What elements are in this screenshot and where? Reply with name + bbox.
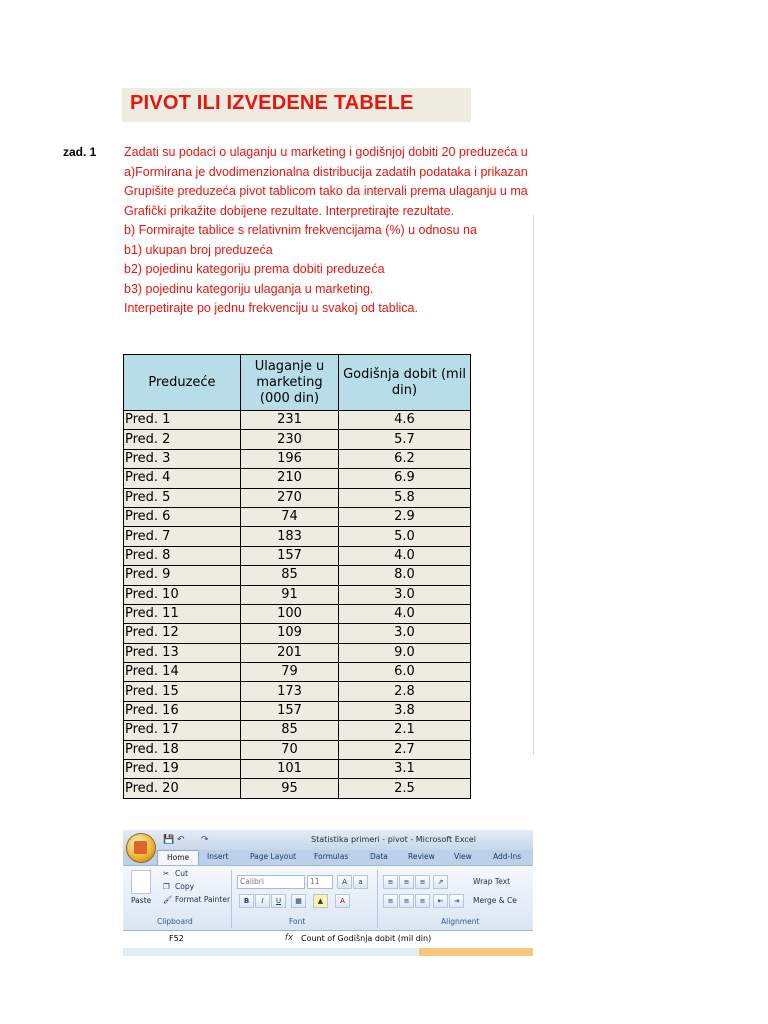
redo-icon[interactable]: ↷ <box>201 835 209 845</box>
table-body <box>124 411 471 799</box>
save-icon[interactable]: 💾 <box>163 835 175 845</box>
cell-profit: 5.0 <box>339 527 471 546</box>
task-line: b) Formirajte tablice s relativnim frekvencijama (%) u odnosu na <box>124 223 477 237</box>
table-row <box>124 643 471 662</box>
tab-add-ins[interactable]: Add-Ins <box>493 852 522 861</box>
column-header-company: Preduzeće <box>124 355 241 411</box>
table-row <box>124 740 471 759</box>
ribbon <box>123 865 533 930</box>
cell-company: Pred. 9 <box>124 566 241 585</box>
cut-icon: ✂ <box>163 869 170 878</box>
table-row <box>124 411 471 430</box>
copy-button[interactable]: Copy <box>175 882 195 891</box>
excel-screenshot <box>123 830 533 956</box>
table-row <box>124 604 471 623</box>
cell-profit: 3.0 <box>339 624 471 643</box>
cell-company: Pred. 1 <box>124 411 241 430</box>
cell-profit: 3.8 <box>339 701 471 720</box>
cell-company: Pred. 4 <box>124 469 241 488</box>
cell-marketing: 230 <box>241 430 339 449</box>
cell-profit: 6.2 <box>339 449 471 468</box>
cell-profit: 4.0 <box>339 604 471 623</box>
table-row <box>124 449 471 468</box>
cell-company: Pred. 13 <box>124 643 241 662</box>
font-size-value: 11 <box>310 877 320 886</box>
cell-company: Pred. 16 <box>124 701 241 720</box>
alignment-group-label: Alignment <box>441 917 480 926</box>
cell-company: Pred. 6 <box>124 507 241 526</box>
cell-marketing: 85 <box>241 721 339 740</box>
table-row <box>124 701 471 720</box>
table-row <box>124 721 471 740</box>
task-label: zad. 1 <box>63 145 97 159</box>
excel-title-bar <box>123 830 533 850</box>
table-row <box>124 585 471 604</box>
italic-icon[interactable]: I <box>255 894 270 908</box>
cell-marketing: 201 <box>241 643 339 662</box>
cell-marketing: 95 <box>241 779 339 798</box>
cut-button[interactable]: Cut <box>175 869 188 878</box>
cell-marketing: 74 <box>241 507 339 526</box>
align-top-icon[interactable]: ≡ <box>383 875 398 889</box>
cell-company: Pred. 3 <box>124 449 241 468</box>
cell-marketing: 101 <box>241 760 339 779</box>
paste-button[interactable]: Paste <box>131 896 152 905</box>
cell-company: Pred. 15 <box>124 682 241 701</box>
font-group-label: Font <box>289 917 306 926</box>
cell-company: Pred. 2 <box>124 430 241 449</box>
cell-profit: 4.0 <box>339 546 471 565</box>
task-line: Grupišite preduzeća pivot tablicom tako da intervali prema ulaganju u ma <box>124 184 528 198</box>
column-headers <box>123 948 533 956</box>
font-color-icon[interactable]: A <box>335 894 350 908</box>
cell-marketing: 183 <box>241 527 339 546</box>
table-row <box>124 507 471 526</box>
cell-marketing: 70 <box>241 740 339 759</box>
cell-company: Pred. 14 <box>124 663 241 682</box>
cell-marketing: 173 <box>241 682 339 701</box>
cell-company: Pred. 7 <box>124 527 241 546</box>
align-bottom-icon[interactable]: ≡ <box>415 875 430 889</box>
align-middle-icon[interactable]: ≡ <box>399 875 414 889</box>
underline-icon[interactable]: U <box>271 894 286 908</box>
table-row <box>124 663 471 682</box>
cell-company: Pred. 11 <box>124 604 241 623</box>
divider <box>533 215 534 755</box>
cell-profit: 2.1 <box>339 721 471 740</box>
cell-profit: 2.8 <box>339 682 471 701</box>
tab-review[interactable]: Review <box>408 852 435 861</box>
tab-home[interactable]: Home <box>157 850 199 866</box>
formula-input[interactable]: Count of Godišnja dobit (mil din) <box>301 934 432 943</box>
paste-icon[interactable] <box>131 870 151 894</box>
formula-bar <box>123 930 533 949</box>
tab-view[interactable]: View <box>454 852 472 861</box>
cell-company: Pred. 8 <box>124 546 241 565</box>
cell-company: Pred. 12 <box>124 624 241 643</box>
data-table <box>123 354 471 799</box>
cell-profit: 2.9 <box>339 507 471 526</box>
task-line: Grafički prikažite dobijene rezultate. Interpretirajte rezultate. <box>124 203 455 218</box>
cell-company: Pred. 19 <box>124 760 241 779</box>
font-name-select[interactable] <box>237 875 305 889</box>
fx-icon[interactable]: fx <box>285 933 294 943</box>
cell-marketing: 79 <box>241 663 339 682</box>
table-row <box>124 779 471 798</box>
task-line: a)Formirana je dvodimenzionalna distribucija zadatih podataka i prikazan <box>124 164 528 179</box>
font-name-value: Calibri <box>240 877 264 886</box>
wrap-text-button[interactable]: Wrap Text <box>473 877 511 886</box>
tab-insert[interactable]: Insert <box>207 852 229 861</box>
align-center-icon[interactable]: ≡ <box>399 894 414 908</box>
copy-icon: ❐ <box>163 882 170 891</box>
table-row <box>124 624 471 643</box>
cell-profit: 2.5 <box>339 779 471 798</box>
column-header-profit: Godišnja dobit (mil din) <box>339 355 471 411</box>
excel-window-title: Statistika primeri - pivot - Microsoft Excel <box>311 835 476 844</box>
table-row <box>124 546 471 565</box>
cell-marketing: 100 <box>241 604 339 623</box>
page-title: PIVOT ILI IZVEDENE TABELE <box>130 92 414 114</box>
cell-profit: 5.8 <box>339 488 471 507</box>
bold-icon[interactable]: B <box>239 894 254 908</box>
font-size-select[interactable] <box>307 875 333 889</box>
task-line: Interpetirajte po jednu frekvenciju u svakoj od tablica. <box>124 301 418 315</box>
align-left-icon[interactable]: ≡ <box>383 894 398 908</box>
cell-company: Pred. 10 <box>124 585 241 604</box>
name-box[interactable]: F52 <box>169 934 184 943</box>
cell-marketing: 85 <box>241 566 339 585</box>
decrease-indent-icon[interactable]: ⇤ <box>433 894 448 908</box>
selected-column-header <box>419 948 533 956</box>
cell-company: Pred. 17 <box>124 721 241 740</box>
undo-icon[interactable]: ↶ <box>177 835 185 845</box>
cell-profit: 3.1 <box>339 760 471 779</box>
cell-profit: 9.0 <box>339 643 471 662</box>
cell-company: Pred. 20 <box>124 779 241 798</box>
cell-marketing: 231 <box>241 411 339 430</box>
table-row <box>124 488 471 507</box>
table-row <box>124 682 471 701</box>
borders-icon[interactable]: ▦ <box>291 894 306 908</box>
table-row <box>124 527 471 546</box>
cell-marketing: 157 <box>241 546 339 565</box>
cell-profit: 6.9 <box>339 469 471 488</box>
align-right-icon[interactable]: ≡ <box>415 894 430 908</box>
table-row <box>124 760 471 779</box>
cell-profit: 3.0 <box>339 585 471 604</box>
grow-font-icon[interactable]: A <box>337 875 352 889</box>
table-row <box>124 430 471 449</box>
format-painter-icon: 🖌 <box>163 895 173 904</box>
shrink-font-icon[interactable]: a <box>353 875 368 889</box>
cell-marketing: 157 <box>241 701 339 720</box>
cell-marketing: 210 <box>241 469 339 488</box>
task-line: Zadati su podaci o ulaganju u marketing i godišnjoj dobiti 20 preduzeća u <box>124 145 528 159</box>
table-header-row <box>124 355 471 411</box>
cell-company: Pred. 5 <box>124 488 241 507</box>
tab-formulas[interactable]: Formulas <box>314 852 349 861</box>
table-row <box>124 566 471 585</box>
column-header-marketing: Ulaganje u marketing (000 din) <box>241 355 339 411</box>
cell-profit: 6.0 <box>339 663 471 682</box>
cell-marketing: 91 <box>241 585 339 604</box>
cell-marketing: 196 <box>241 449 339 468</box>
tab-data[interactable]: Data <box>370 852 388 861</box>
clipboard-group-label: Clipboard <box>157 917 193 926</box>
task-line: b3) pojedinu kategoriju ulaganja u marketing. <box>124 281 374 296</box>
increase-indent-icon[interactable]: ⇥ <box>449 894 464 908</box>
cell-profit: 4.6 <box>339 411 471 430</box>
office-button[interactable] <box>126 833 156 863</box>
merge-center-button[interactable]: Merge & Ce <box>473 896 517 905</box>
cell-profit: 8.0 <box>339 566 471 585</box>
cell-company: Pred. 18 <box>124 740 241 759</box>
office-logo-icon <box>134 841 147 854</box>
task-line: b1) ukupan broj preduzeća <box>124 242 273 257</box>
cell-marketing: 109 <box>241 624 339 643</box>
orientation-icon[interactable]: ⇗ <box>433 875 448 889</box>
title-box <box>122 88 471 122</box>
cell-profit: 5.7 <box>339 430 471 449</box>
format-painter-button[interactable]: Format Painter <box>175 895 231 904</box>
cell-profit: 2.7 <box>339 740 471 759</box>
task-line: b2) pojedinu kategoriju prema dobiti preduzeća <box>124 262 385 276</box>
fill-color-icon[interactable]: ▲ <box>313 894 328 908</box>
cell-marketing: 270 <box>241 488 339 507</box>
table-row <box>124 469 471 488</box>
group-separator <box>377 870 378 928</box>
ribbon-tabs <box>123 850 533 865</box>
task-text <box>124 143 533 319</box>
group-separator <box>231 870 232 928</box>
tab-page-layout[interactable]: Page Layout <box>250 852 297 861</box>
